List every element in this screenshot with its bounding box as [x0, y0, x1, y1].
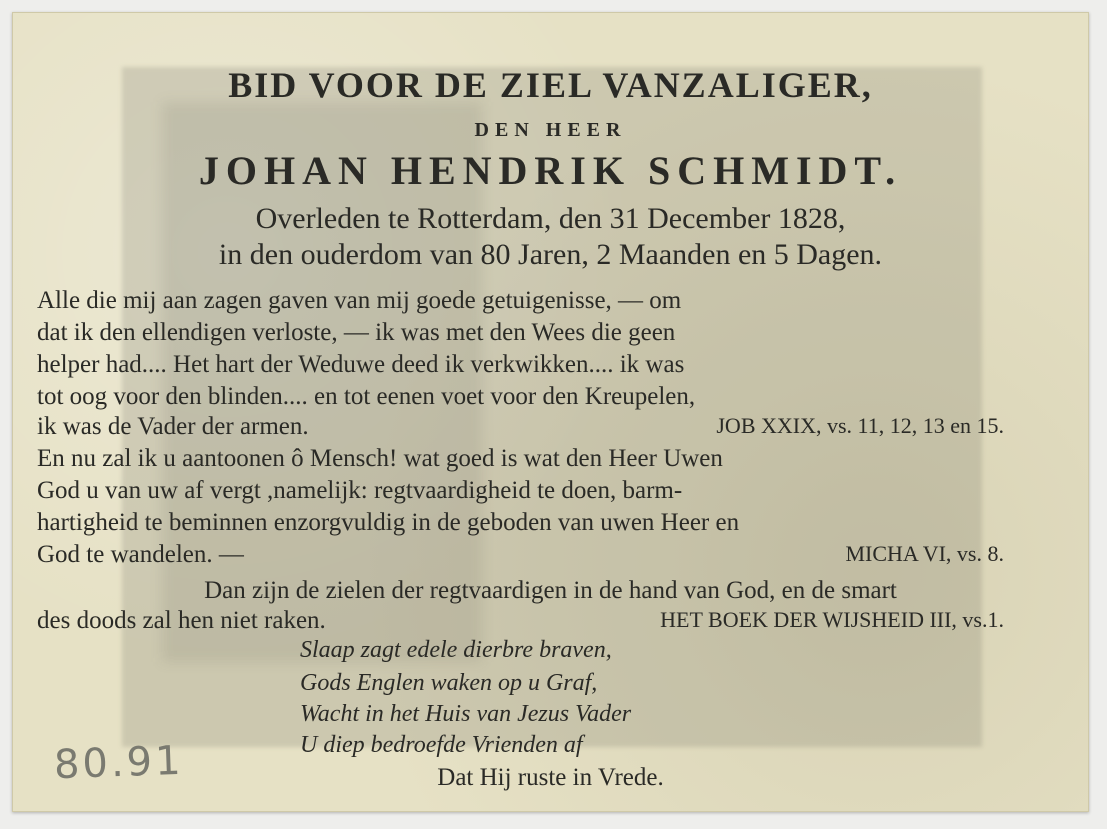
poem-line-2: Gods Englen waken op u Graf,	[300, 670, 598, 696]
passage-2-line-4	[37, 541, 1064, 569]
passage-3-line-1: Dan zijn de zielen der regtvaardigen in de hand van God, en de smart	[204, 577, 897, 604]
closing-line: Dat Hij ruste in Vrede.	[437, 764, 664, 791]
handwritten-number: 80.91	[53, 737, 185, 789]
memorial-card	[12, 12, 1089, 812]
death-date-line: Overleden te Rotterdam, den 31 December 1828,	[255, 202, 846, 235]
card-text	[12, 12, 1089, 812]
passage-1-line-2: dat ik den ellendigen verloste, — ik was met den Wees die geen	[37, 319, 676, 346]
reference-micha: MICHA VI, vs. 8.	[845, 541, 1004, 566]
poem-line-3: Wacht in het Huis van Jezus Vader	[300, 701, 632, 727]
passage-2-line-2: God u van uw af vergt ,namelijk: regtvaardigheid te doen, barm-	[37, 477, 683, 504]
reference-job: JOB XXIX, vs. 11, 12, 13 en 15.	[716, 413, 1004, 438]
passage-1-last-text: ik was de Vader der armen.	[37, 413, 309, 440]
passage-1-line-3: helper had.... Het hart der Weduwe deed ik verkwikken.... ik was	[37, 351, 685, 378]
deceased-name: JOHAN HENDRIK SCHMIDT.	[198, 148, 903, 193]
passage-3-last-text: des doods zal hen niet raken.	[37, 607, 326, 634]
passage-1-line-4: tot oog voor den blinden.... en tot eenen voet voor den Kreupelen,	[37, 383, 696, 410]
poem-line-1: Slaap zagt edele dierbre braven,	[300, 637, 612, 663]
passage-2-line-1: En nu zal ik u aantoonen ô Mensch! wat goed is wat den Heer Uwen	[37, 445, 723, 472]
passage-1-line-5	[37, 413, 1064, 441]
passage-1-line-1: Alle die mij aan zagen gaven van mij goede getuigenisse, — om	[37, 287, 682, 314]
age-line: in den ouderdom van 80 Jaren, 2 Maanden en 5 Dagen.	[218, 238, 883, 271]
passage-2-last-text: God te wandelen. —	[37, 541, 244, 568]
card-title: BID VOOR DE ZIEL VANZALIGER,	[228, 65, 873, 105]
poem-line-4: U diep bedroefde Vrienden af	[300, 732, 583, 758]
reference-wijsheid: HET BOEK DER WIJSHEID III, vs.1.	[660, 607, 1004, 632]
passage-2-line-3: hartigheid te beminnen enzorgvuldig in de geboden van uwen Heer en	[37, 509, 740, 536]
card-subtitle: DEN HEER	[474, 119, 627, 141]
passage-3-line-2	[37, 607, 1064, 635]
